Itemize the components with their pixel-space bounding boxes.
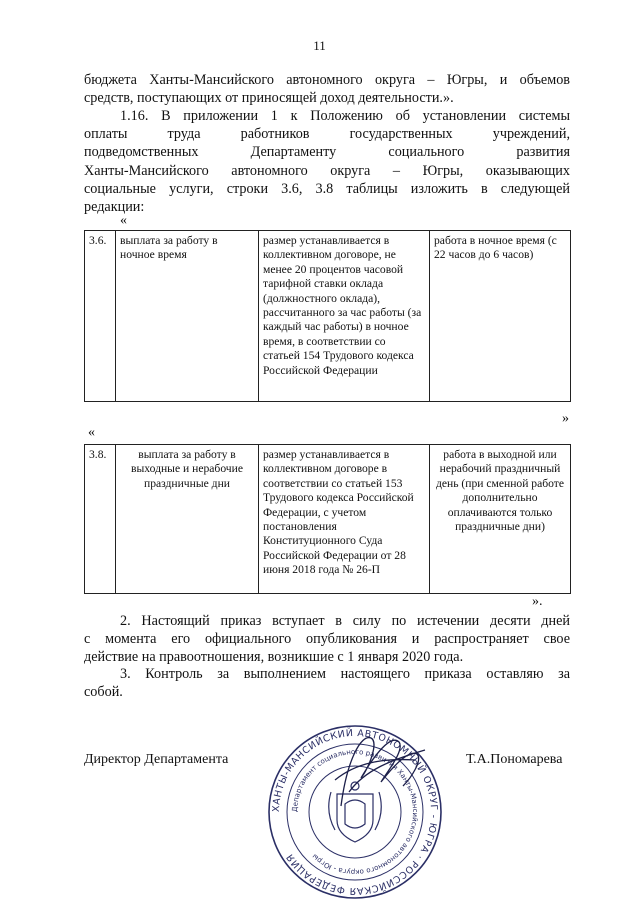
payment-name: выплата за работу в ночное время (116, 231, 259, 402)
clause-line: подведомственных Департаменту социального развития (84, 144, 570, 161)
svg-text:Департамент социального развит (291, 748, 419, 876)
clause-line: редакции: (84, 199, 145, 216)
seal-outer-text: ХАНТЫ-МАНСИЙСКИЙ АВТОНОМНЫЙ ОКРУГ - ЮГРА · РОССИЙСКАЯ ФЕДЕРАЦИЯ (270, 727, 440, 897)
seal-inner-text: Департамент социального развития Ханты-Мансийского автономного округа - Югры (290, 747, 420, 877)
item-line: 2. Настоящий приказ вступает в силу по истечении десяти дней (120, 613, 570, 629)
item-2 (84, 612, 570, 667)
item-3 (84, 665, 570, 701)
item-line: собой. (84, 684, 123, 701)
payment-name: выплата за работу в выходные и нерабочие праздничные дни (116, 445, 259, 594)
payment-note: работа в ночное время (с 22 часов до 6 часов) (430, 231, 571, 402)
payment-note: работа в выходной или нерабочий праздничный день (при сменной работе дополнительно оплачиваются только праздничные дни) (430, 445, 571, 594)
page-number: 11 (313, 38, 326, 53)
row-number: 3.8. (85, 445, 116, 594)
item-line: 3. Контроль за выполнением настоящего приказа оставляю за (120, 666, 570, 682)
intro-line: средств, поступающих от приносящей доход деятельности.». (84, 90, 454, 107)
clause-1-16 (84, 107, 570, 216)
quote-close-2: ». (532, 594, 543, 609)
row-number: 3.6. (85, 231, 116, 402)
quote-close-1: » (562, 411, 569, 426)
signatory-name: Т.А.Пономарева (466, 752, 563, 767)
official-seal (265, 720, 445, 900)
payment-condition: размер устанавливается в коллективном договоре, не менее 20 процентов часовой тарифной ставки оклада (должностного оклада), рассчитанного за час работы (за каждый час работы) в ночное время, в соответствии со статьей 154 Трудового кодекса Российской Федерации (259, 231, 430, 402)
clause-line: 1.16. В приложении 1 к Положению об установлении системы (120, 108, 570, 124)
table-row-3-6 (84, 230, 571, 402)
signatory-position: Директор Департамента (84, 752, 229, 767)
clause-line: социальные услуги, строки 3.6, 3.8 таблицы изложить в следующей (84, 180, 570, 197)
table-row-3-8 (84, 444, 571, 594)
quote-open-2: « (88, 425, 95, 440)
quote-open-1: « (120, 213, 127, 228)
clause-line: Ханты-Мансийского автономного округа – Югры, оказывающих (84, 162, 570, 179)
intro-paragraph (84, 71, 570, 107)
item-line: с момента его официального опубликования и распространяет свое (84, 631, 570, 648)
coat-of-arms-icon (329, 782, 382, 842)
payment-condition: размер устанавливается в коллективном договоре в соответствии со статьей 153 Трудового кодекса Российской Федерации, с учетом постановления Конституционного Суда Российской Федерации от 28 июня 2018 года № 26-П (259, 445, 430, 594)
clause-line: оплаты труда работников государственных учреждений, (84, 126, 570, 143)
item-line: действие на правоотношения, возникшие с 1 января 2020 года. (84, 649, 464, 666)
intro-line: бюджета Ханты-Мансийского автономного округа – Югры, и объемов (84, 72, 570, 88)
